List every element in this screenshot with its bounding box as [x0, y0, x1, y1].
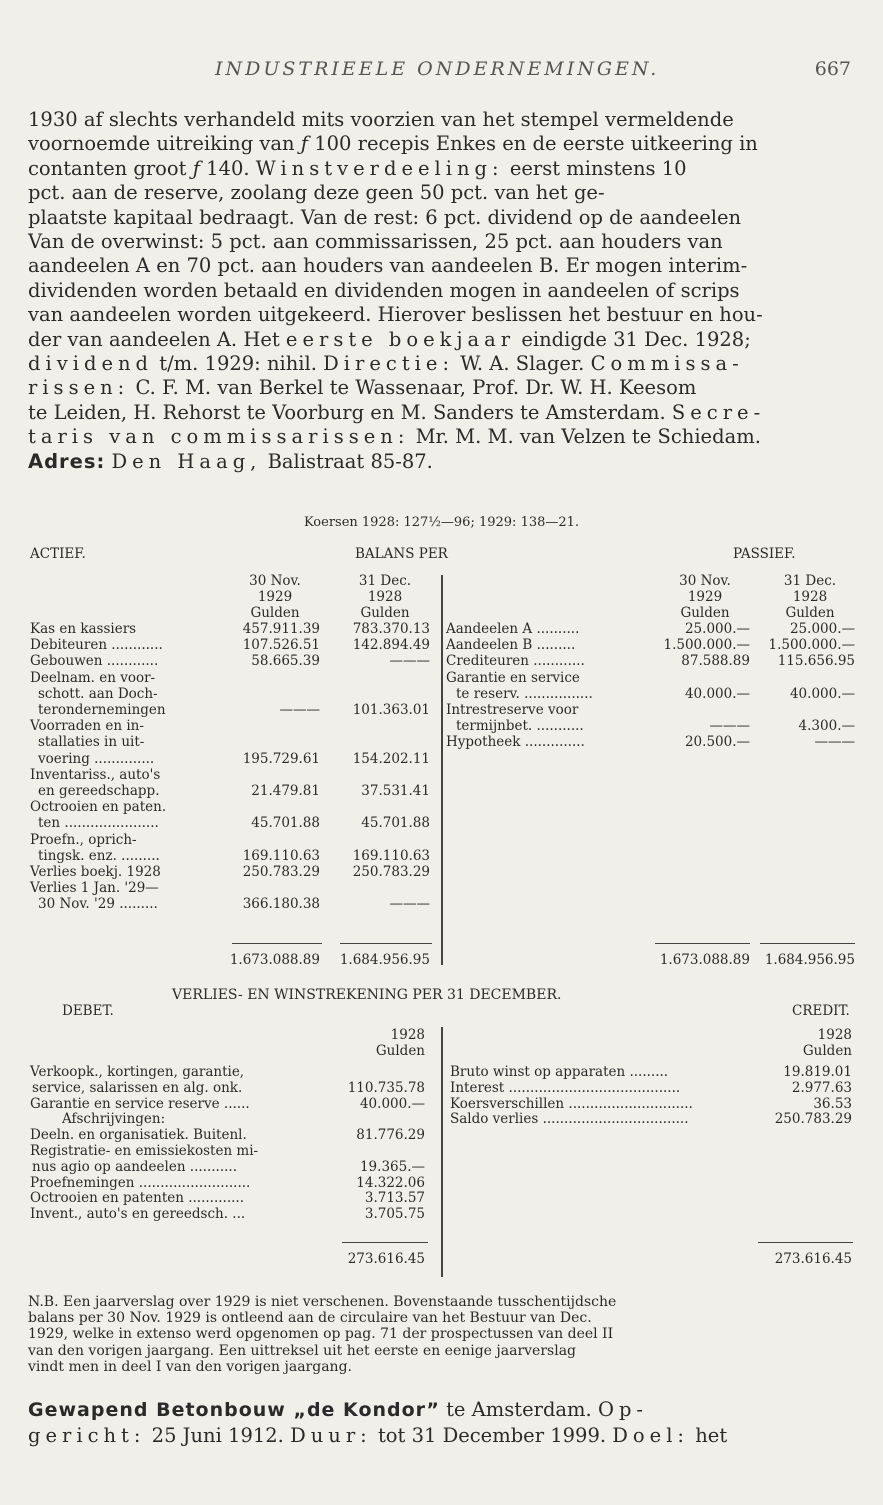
- actief-value-nov: 366.180.38: [242, 896, 320, 913]
- text-line: taris van commissarissen: Mr. M. M. van Velzen te Schiedam.: [28, 425, 761, 449]
- text-line: Adres: Den Haag, Balistraat 85-87.: [28, 449, 433, 473]
- actief-label: Octrooien en paten.: [30, 799, 167, 816]
- actief-label: Verlies boekj. 1928: [30, 864, 161, 880]
- actief-heading: ACTIEF.: [30, 546, 86, 562]
- actief-value-dec: ———: [389, 896, 430, 913]
- actief-label: Verlies 1 Jan. '29—: [30, 880, 159, 897]
- debet-value: 40.000.—: [359, 1095, 425, 1112]
- text-line: Van de overwinst: 5 pct. aan commissarissen, 25 pct. aan houders van: [28, 230, 723, 254]
- credit-value: 19.819.01: [783, 1064, 852, 1080]
- text-line: van den vorigen jaargang. Een uittreksel uit het eerste en eenige jaarverslag: [28, 1342, 577, 1359]
- sum-rule: [340, 943, 432, 944]
- actief-value-nov: 21.479.81: [251, 783, 320, 799]
- actief-label: Gebouwen ............: [30, 653, 159, 670]
- actief-label: Deelnam. en voor-: [30, 669, 156, 686]
- passief-label: te reserv. ................: [456, 685, 593, 702]
- text-line: 1930 af slechts verhandeld mits voorzien van het stempel vermeldende: [28, 108, 734, 131]
- credit-label: Saldo verlies ..................................: [450, 1111, 689, 1128]
- text-line: dividenden worden betaald en dividenden mogen in aandeelen of scrips: [28, 278, 740, 302]
- actief-value-nov: 457.911.39: [242, 621, 320, 637]
- passief-value-nov: ———: [709, 718, 750, 735]
- passief-value-dec: 4.300.—: [798, 718, 855, 735]
- actief-label: stallaties in uit-: [38, 734, 145, 751]
- text-line: pct. aan de reserve, zoolang deze geen 50 pct. van het ge-: [28, 181, 605, 205]
- actief-value-nov: 169.110.63: [242, 847, 320, 864]
- debet-label: service, salarissen en alg. onk.: [32, 1079, 243, 1096]
- verlies-divider: [441, 1027, 443, 1277]
- next-company-entry: [28, 1397, 854, 1449]
- col-nov-header: 30 Nov. 1929 Gulden: [249, 573, 301, 621]
- passief-value-nov: 87.588.89: [681, 653, 750, 670]
- debet-value: 110.735.78: [347, 1079, 425, 1096]
- debet-value: 14.322.06: [356, 1174, 425, 1191]
- debet-col-header: 1928 Gulden: [375, 1027, 425, 1059]
- actief-value-dec: 37.531.41: [361, 783, 430, 799]
- passief-label: termijnbet. ...........: [456, 718, 584, 735]
- text-line: balans per 30 Nov. 1929 is ontleend aan de circulaire van het Bestuur van Dec.: [28, 1310, 592, 1327]
- debet-label: Garantie en service reserve ......: [30, 1095, 250, 1112]
- actief-label: Voorraden en in-: [30, 718, 144, 735]
- sum-rule: [760, 943, 855, 944]
- passief-value-dec: 40.000.—: [789, 685, 855, 702]
- actief-value-nov: 250.783.29: [242, 864, 320, 880]
- passief-value-nov: 25.000.—: [684, 621, 750, 637]
- debet-label: Afschrijvingen:: [62, 1111, 166, 1128]
- actief-label: schott. aan Doch-: [38, 685, 158, 702]
- total-credit: 273.616.45: [774, 1251, 852, 1267]
- debet-label: Invent., auto's en gereedsch. ...: [30, 1206, 246, 1223]
- passief-value-dec: ———: [814, 734, 855, 751]
- actief-label: Inventariss., auto's: [30, 766, 161, 783]
- header-title: INDUSTRIEELE ONDERNEMINGEN.: [215, 58, 660, 80]
- verlies-title: VERLIES- EN WINSTREKENING PER 31 DECEMBER.: [172, 987, 562, 1003]
- sum-rule: [655, 943, 750, 944]
- text-line: N.B. Een jaarverslag over 1929 is niet verschenen. Bovenstaande tusschentijdsche: [28, 1294, 617, 1310]
- passief-value-dec: 1.500.000.—: [768, 637, 855, 654]
- debet-label: Verkoopk., kortingen, garantie,: [30, 1064, 245, 1080]
- actief-label: voering ..............: [38, 750, 155, 767]
- debet-value: 3.713.57: [364, 1190, 425, 1207]
- actief-label: Debiteuren ............: [30, 637, 163, 654]
- passief-value-nov: 40.000.—: [684, 685, 750, 702]
- actief-value-dec: 154.202.11: [352, 750, 430, 767]
- actief-label: Kas en kassiers: [30, 621, 137, 637]
- passief-label: Intrestreserve voor: [446, 702, 579, 718]
- credit-value: 250.783.29: [774, 1111, 852, 1128]
- credit-value: 36.53: [813, 1095, 852, 1112]
- credit-value: 2.977.63: [791, 1079, 852, 1096]
- credit-label: Bruto winst op apparaten .........: [450, 1064, 669, 1080]
- running-header: [0, 56, 883, 86]
- debet-heading: DEBET.: [62, 1003, 114, 1019]
- credit-heading: CREDIT.: [792, 1003, 850, 1019]
- actief-value-nov: 58.665.39: [251, 653, 320, 670]
- sum-rule: [758, 1242, 853, 1243]
- passief-value-dec: 115.656.95: [777, 653, 855, 670]
- actief-label: tingsk. enz. .........: [38, 847, 160, 864]
- actief-value-nov: 45.701.88: [251, 815, 320, 832]
- text-line: 1929, welke in extenso werd opgenomen op pag. 71 der prospectussen van deel II: [28, 1326, 614, 1343]
- debet-label: Registratie- en emissiekosten mi-: [30, 1143, 259, 1159]
- koersen-line: Koersen 1928: 127½—96; 1929: 138—21.: [303, 515, 580, 530]
- debet-value: 3.705.75: [364, 1206, 425, 1223]
- passief-heading: PASSIEF.: [733, 546, 796, 562]
- col-dec-header: 31 Dec. 1928 Gulden: [358, 573, 412, 621]
- passief-value-nov: 1.500.000.—: [663, 637, 750, 654]
- total-actief-nov: 1.673.088.89: [229, 952, 320, 968]
- total-passief-dec: 1.684.956.95: [764, 952, 855, 968]
- actief-value-nov: 107.526.51: [242, 637, 320, 654]
- actief-label: terondernemingen: [38, 702, 166, 718]
- debet-label: nus agio op aandeelen ...........: [32, 1158, 238, 1175]
- actief-label: Proefn., oprich-: [30, 831, 137, 848]
- passief-label: Aandeelen B .........: [446, 637, 576, 654]
- text-line: voornoemde uitreiking van ƒ 100 recepis Enkes en de eerste uitkeering in: [28, 132, 758, 156]
- text-line: van aandeelen worden uitgekeerd. Hierover beslissen het bestuur en hou-: [28, 303, 763, 327]
- actief-label: en gereedschapp.: [38, 783, 160, 799]
- text-line: aandeelen A en 70 pct. aan houders van aandeelen B. Er mogen interim-: [28, 254, 748, 278]
- actief-value-dec: 101.363.01: [352, 702, 430, 718]
- total-passief-nov: 1.673.088.89: [659, 952, 750, 968]
- actief-value-nov: ———: [279, 702, 320, 718]
- text-line: der van aandeelen A. Het eerste boekjaar eindigde 31 Dec. 1928;: [28, 327, 751, 351]
- actief-label: 30 Nov. '29 .........: [38, 896, 158, 913]
- actief-value-dec: 250.783.29: [352, 864, 430, 880]
- text-line: vindt men in deel I van den vorigen jaargang.: [28, 1358, 352, 1375]
- sum-rule: [342, 1242, 428, 1243]
- credit-label: Interest ........................................: [450, 1079, 681, 1096]
- text-line: rissen: C. F. M. van Berkel te Wassenaar, Prof. Dr. W. H. Keesom: [28, 376, 697, 400]
- text-line: gericht: 25 Juni 1912. Duur: tot 31 December 1999. Doel: het: [28, 1424, 728, 1447]
- actief-value-nov: 195.729.61: [242, 750, 320, 767]
- debet-label: Deeln. en organisatiek. Buitenl.: [30, 1127, 247, 1144]
- debet-value: 19.365.—: [359, 1158, 425, 1175]
- total-debet: 273.616.45: [347, 1251, 425, 1267]
- debet-label: Octrooien en patenten .............: [30, 1190, 245, 1207]
- passief-label: Garantie en service: [446, 669, 580, 686]
- footnote: [28, 1294, 854, 1375]
- passief-value-dec: 25.000.—: [789, 621, 855, 637]
- actief-label: ten ......................: [38, 815, 159, 832]
- text-line: contanten groot ƒ 140. Winstverdeeling: eerst minstens 10: [28, 156, 687, 180]
- actief-value-dec: 169.110.63: [352, 847, 430, 864]
- text-line: plaatste kapitaal bedraagt. Van de rest: 6 pct. dividend op de aandeelen: [28, 205, 742, 229]
- actief-value-dec: 45.701.88: [361, 815, 430, 832]
- actief-value-dec: 783.370.13: [352, 621, 430, 637]
- total-actief-dec: 1.684.956.95: [339, 952, 430, 968]
- company-description: [28, 108, 854, 474]
- sum-rule: [232, 943, 322, 944]
- col-nov-header-passief: 30 Nov. 1929 Gulden: [679, 573, 731, 621]
- passief-label: Crediteuren ............: [446, 653, 585, 670]
- balans-divider: [441, 575, 443, 965]
- company-name: Gewapend Betonbouw „de Kondor”: [28, 1399, 440, 1421]
- debet-value: 81.776.29: [356, 1127, 425, 1144]
- col-dec-header-passief: 31 Dec. 1928 Gulden: [783, 573, 837, 621]
- debet-label: Proefnemingen ..........................: [30, 1174, 251, 1191]
- text-line: te Leiden, H. Rehorst te Voorburg en M. Sanders te Amsterdam. Secre-: [28, 400, 766, 424]
- passief-value-nov: 20.500.—: [684, 734, 750, 751]
- page-number: 667: [814, 58, 851, 80]
- balans-title: BALANS PER: [355, 546, 448, 562]
- actief-value-dec: ———: [389, 653, 430, 670]
- credit-label: Koersverschillen .............................: [450, 1095, 693, 1112]
- text-line: Gewapend Betonbouw „de Kondor” te Amsterdam. Op-: [28, 1398, 649, 1421]
- passief-label: Hypotheek ..............: [446, 734, 585, 751]
- text-line: dividend t/m. 1929: nihil. Directie: W. A. Slager. Commissa-: [28, 352, 744, 376]
- actief-value-dec: 142.894.49: [352, 637, 430, 654]
- credit-col-header: 1928 Gulden: [802, 1027, 852, 1059]
- passief-label: Aandeelen A ..........: [446, 621, 580, 637]
